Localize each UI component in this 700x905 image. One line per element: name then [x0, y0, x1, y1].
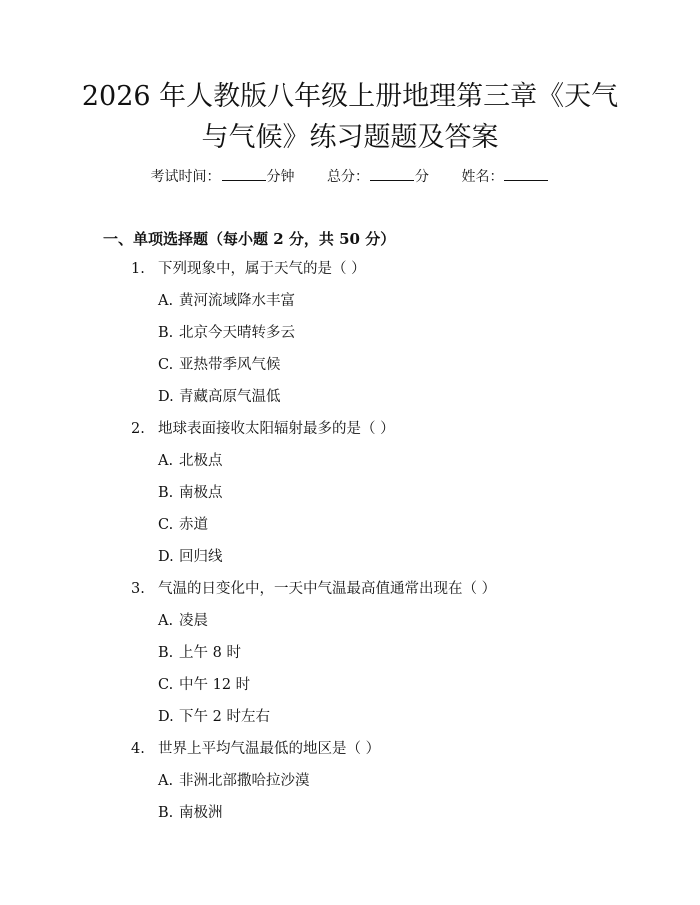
option-letter: D. — [158, 709, 174, 725]
total-score-field — [327, 166, 429, 188]
answer-option — [158, 674, 250, 696]
answer-option — [158, 546, 223, 568]
option-letter: C. — [158, 517, 174, 533]
answer-option — [158, 802, 223, 824]
option-text: 回归线 — [179, 549, 223, 565]
option-letter: A. — [158, 773, 174, 789]
option-text: 北极点 — [179, 453, 223, 469]
answer-option — [158, 514, 208, 536]
question-stem — [131, 418, 395, 440]
answer-option — [158, 386, 281, 408]
question-text: 地球表面接收太阳辐射最多的是（ ） — [158, 421, 395, 437]
option-text: 上午 8 时 — [179, 645, 241, 661]
student-name-label: 姓名： — [461, 169, 504, 185]
option-letter: D. — [158, 549, 174, 565]
option-text: 非洲北部撒哈拉沙漠 — [179, 773, 310, 789]
answer-option — [158, 642, 241, 664]
total-score-blank — [370, 167, 414, 181]
answer-option — [158, 706, 270, 728]
question-stem — [131, 738, 380, 760]
exam-time-unit: 分钟 — [266, 169, 295, 185]
question-stem — [131, 258, 366, 280]
option-text: 黄河流域降水丰富 — [179, 293, 295, 309]
option-letter: B. — [158, 485, 174, 501]
answer-option — [158, 482, 223, 504]
option-letter: A. — [158, 453, 174, 469]
option-letter: A. — [158, 613, 174, 629]
answer-option — [158, 610, 208, 632]
student-name-blank — [504, 167, 548, 181]
option-text: 下午 2 时左右 — [179, 709, 270, 725]
option-text: 亚热带季风气候 — [179, 357, 281, 373]
question-stem — [131, 578, 496, 600]
option-letter: C. — [158, 357, 174, 373]
exam-time-label: 考试时间： — [150, 169, 221, 185]
answer-option — [158, 290, 295, 312]
answer-option — [158, 322, 295, 344]
option-letter: B. — [158, 645, 174, 661]
title-line-2: 与气候》练习题题及答案 — [201, 122, 499, 153]
answer-option — [158, 770, 310, 792]
student-name-field — [461, 166, 549, 188]
exam-time-blank — [222, 167, 266, 181]
question-number: 4. — [131, 741, 145, 757]
option-letter: C. — [158, 677, 174, 693]
option-text: 青藏高原气温低 — [179, 389, 281, 405]
option-letter: B. — [158, 325, 174, 341]
question-number: 3. — [131, 581, 145, 597]
title-line-1: 2026 年人教版八年级上册地理第三章《天气 — [81, 81, 619, 112]
option-letter: A. — [158, 293, 174, 309]
question-number: 1. — [131, 261, 145, 277]
option-text: 赤道 — [179, 517, 208, 533]
section-heading: 一、单项选择题（每小题 2 分，共 50 分） — [103, 230, 396, 248]
question-number: 2. — [131, 421, 145, 437]
answer-option — [158, 354, 281, 376]
question-text: 世界上平均气温最低的地区是（ ） — [158, 741, 381, 757]
document-title — [60, 76, 640, 158]
option-text: 南极点 — [179, 485, 223, 501]
question-text: 下列现象中，属于天气的是（ ） — [158, 261, 366, 277]
option-text: 北京今天晴转多云 — [179, 325, 295, 341]
total-score-unit: 分 — [415, 169, 429, 185]
option-text: 南极洲 — [179, 805, 223, 821]
answer-option — [158, 450, 223, 472]
option-text: 凌晨 — [179, 613, 208, 629]
total-score-label: 总分： — [327, 169, 369, 185]
exam-time-field — [151, 166, 295, 188]
option-letter: D. — [158, 389, 174, 405]
exam-info-line — [0, 166, 700, 188]
option-letter: B. — [158, 805, 174, 821]
option-text: 中午 12 时 — [179, 677, 251, 693]
question-text: 气温的日变化中，一天中气温最高值通常出现在（ ） — [158, 581, 497, 597]
